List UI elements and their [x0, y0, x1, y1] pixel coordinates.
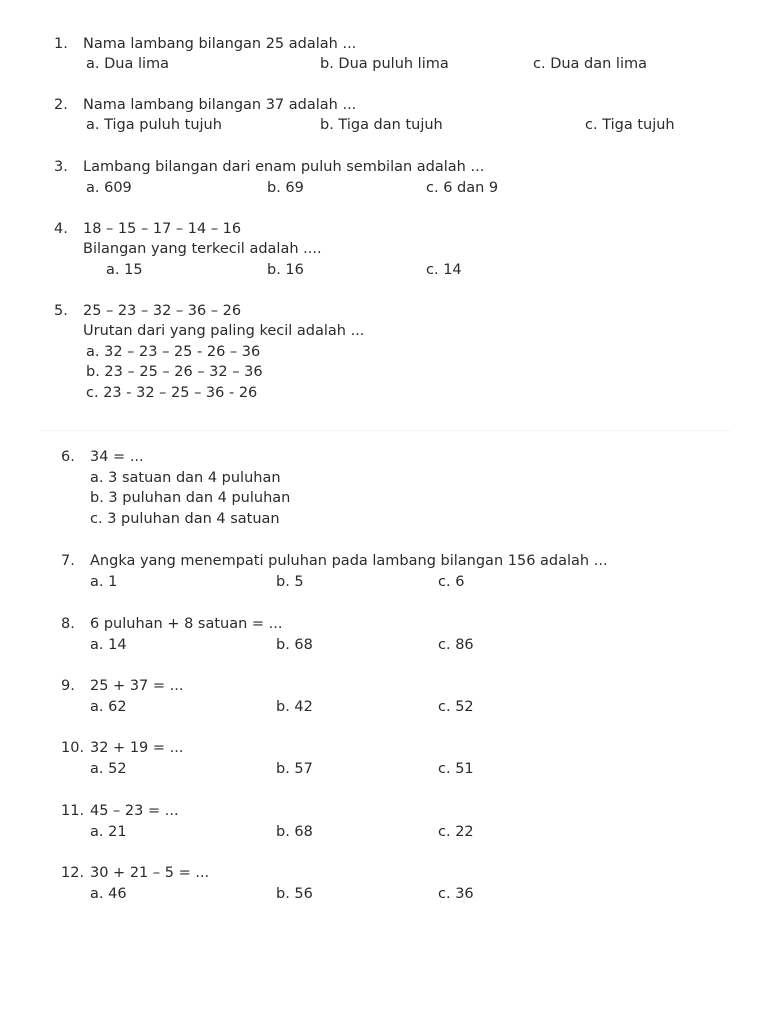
option-a[interactable]: a. 21 — [90, 824, 127, 840]
question-text: 30 + 21 – 5 = ... — [90, 865, 210, 881]
question-number: 5. — [54, 303, 68, 319]
question-subtext: Urutan dari yang paling kecil adalah ... — [83, 323, 365, 339]
option-c[interactable]: c. 52 — [438, 699, 474, 715]
question-subtext: Bilangan yang terkecil adalah .... — [83, 241, 322, 257]
option-b[interactable]: b. Dua puluh lima — [320, 56, 449, 72]
question-text: 18 – 15 – 17 – 14 – 16 — [83, 221, 242, 237]
option-a[interactable]: a. 609 — [86, 180, 132, 196]
question-number: 1. — [54, 36, 68, 52]
option-c[interactable]: c. Tiga tujuh — [585, 117, 675, 133]
question-number: 9. — [61, 678, 75, 694]
question-text: Nama lambang bilangan 25 adalah ... — [83, 36, 357, 52]
option-c[interactable]: c. 51 — [438, 761, 474, 777]
option-a[interactable]: a. 62 — [90, 699, 127, 715]
question-text: 25 – 23 – 32 – 36 – 26 — [83, 303, 242, 319]
option-b[interactable]: b. 5 — [276, 574, 304, 590]
option-a[interactable]: a. 14 — [90, 637, 127, 653]
option-a[interactable]: a. 1 — [90, 574, 118, 590]
option-c[interactable]: c. 22 — [438, 824, 474, 840]
option-b[interactable]: b. 56 — [276, 886, 313, 902]
option-c[interactable]: c. 23 - 32 – 25 – 36 - 26 — [86, 385, 258, 401]
option-c[interactable]: c. 6 dan 9 — [426, 180, 499, 196]
question-text: Lambang bilangan dari enam puluh sembilan adalah ... — [83, 159, 485, 175]
question-number: 8. — [61, 616, 75, 632]
option-a[interactable]: a. 52 — [90, 761, 127, 777]
question-number: 4. — [54, 221, 68, 237]
question-text: 34 = ... — [90, 449, 144, 465]
option-b[interactable]: b. 57 — [276, 761, 313, 777]
question-number: 11. — [61, 803, 85, 819]
page-divider — [40, 430, 730, 431]
option-b[interactable]: b. 3 puluhan dan 4 puluhan — [90, 490, 291, 506]
option-a[interactable]: a. 46 — [90, 886, 127, 902]
question-number: 7. — [61, 553, 75, 569]
option-b[interactable]: b. 68 — [276, 637, 313, 653]
question-text: 25 + 37 = ... — [90, 678, 184, 694]
option-c[interactable]: c. 6 — [438, 574, 465, 590]
question-text: 6 puluhan + 8 satuan = ... — [90, 616, 283, 632]
option-c[interactable]: c. 86 — [438, 637, 474, 653]
option-b[interactable]: b. 16 — [267, 262, 304, 278]
option-b[interactable]: b. 68 — [276, 824, 313, 840]
question-number: 6. — [61, 449, 75, 465]
option-a[interactable]: a. 15 — [106, 262, 143, 278]
option-c[interactable]: c. 36 — [438, 886, 474, 902]
question-number: 3. — [54, 159, 68, 175]
option-a[interactable]: a. Tiga puluh tujuh — [86, 117, 222, 133]
question-text: Angka yang menempati puluhan pada lambang bilangan 156 adalah ... — [90, 553, 608, 569]
option-c[interactable]: c. 14 — [426, 262, 462, 278]
question-number: 10. — [61, 740, 85, 756]
option-c[interactable]: c. 3 puluhan dan 4 satuan — [90, 511, 280, 527]
option-b[interactable]: b. 69 — [267, 180, 304, 196]
option-a[interactable]: a. Dua lima — [86, 56, 170, 72]
question-text: Nama lambang bilangan 37 adalah ... — [83, 97, 357, 113]
question-text: 32 + 19 = ... — [90, 740, 184, 756]
option-c[interactable]: c. Dua dan lima — [533, 56, 647, 72]
question-number: 12. — [61, 865, 85, 881]
option-b[interactable]: b. 42 — [276, 699, 313, 715]
option-a[interactable]: a. 3 satuan dan 4 puluhan — [90, 470, 281, 486]
question-text: 45 – 23 = ... — [90, 803, 179, 819]
option-b[interactable]: b. Tiga dan tujuh — [320, 117, 443, 133]
option-a[interactable]: a. 32 – 23 – 25 - 26 – 36 — [86, 344, 261, 360]
question-number: 2. — [54, 97, 68, 113]
option-b[interactable]: b. 23 – 25 – 26 – 32 – 36 — [86, 364, 263, 380]
